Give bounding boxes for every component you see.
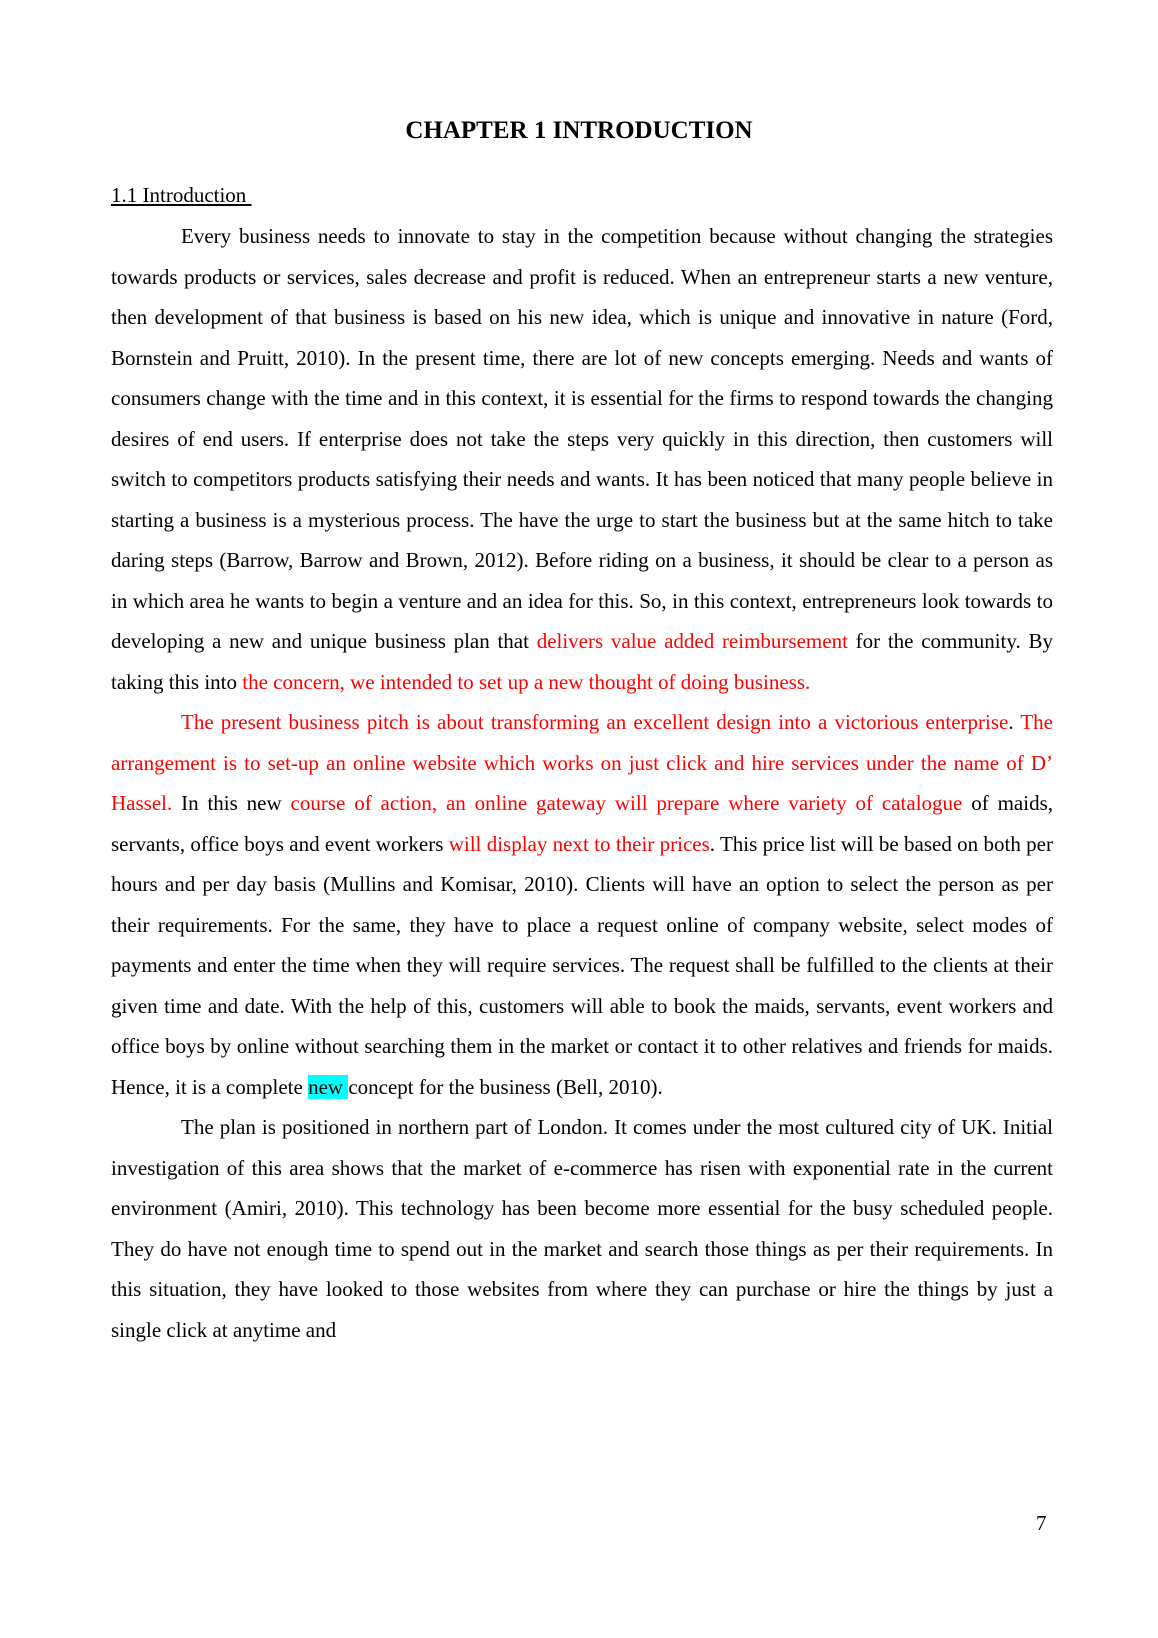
revised-text-run: will display next to their prices [448,831,710,856]
chapter-title: CHAPTER 1 INTRODUCTION [405,117,753,144]
text-run: . This price list will be based on both per hours and per day basis (Mullins and Komisar, 2010). Clients will have an option to select the person as per their requirements. For the same, they have to place a request online of company website, select modes of payments and enter the time when they will require services. The request shall be fulfilled to the clients at their given time and date. With the help of this, customers will able to book the maids, servants, event workers and office boys by online without searching them in the market or contact it to other relatives and friends for maids. Hence, it is a complete [111,831,1053,1099]
text-run: Every business needs to innovate to stay in the competition because without changing the strategies towards products or services, sales decrease and profit is reduced. When an entrepreneur starts a new venture, then development of that business is based on his new idea, which is unique and innovative in nature (Ford, Bornstein and Pruitt, 2010). In the present time, there are lot of new concepts emerging. Needs and wants of consumers change with the time and in this context, it is essential for the firms to respond towards the changing desires of end users. If enterprise does not take the steps very quickly in this direction, then customers will switch to competitors products satisfying their needs and wants. It has been noticed that many people believe in starting a business is a mysterious process. The have the urge to start the business but at the same hitch to take daring steps (Barrow, Barrow and Brown, 2012). Before riding on a business, it should be clear to a person as in which area he wants to begin a venture and an idea for this. So, in this context, entrepreneurs look towards to developing a new and unique business plan that [111,224,1053,653]
text-run: of maids, servants, office boys and event workers [111,791,1053,856]
page-number: 7 [1036,1511,1047,1535]
revised-text-run: delivers value added reimbursement [536,629,848,653]
paragraph-2 [111,702,1053,1107]
highlighted-text-run: new [308,1074,349,1099]
body-text [111,216,1053,1350]
paragraph-1 [111,216,1053,702]
revised-text-run: The present business pitch is about transforming an excellent design into a victorious enterprise [181,710,1009,734]
text-run: . [1008,710,1021,734]
paragraph-3 [111,1107,1053,1350]
section-heading: 1.1 Introduction [111,183,252,207]
text-run: The plan is positioned in northern part of London. It comes under the most cultured city of UK. Initial investigation of this area shows that the market of e-commerce has risen with exponential rate in the current environment (Amiri, 2010). This technology has been become more essential for the busy scheduled people. They do have not enough time to spend out in the market and search those things as per their requirements. In this situation, they have looked to those websites from where they can purchase or hire the things by just a single click at anytime and [111,1115,1053,1342]
revised-text-run: The arrangement is to set-up an online website which works on just click and hire services under the name of D’ Hassel. [111,710,1054,815]
text-run: for the community. By taking this into [111,629,1053,694]
revised-text-run: course of action, an online gateway will prepare where variety of catalogue [290,791,963,815]
text-run: concept for the business (Bell, 2010). [348,1074,663,1099]
revised-text-run: the concern, we intended to set up a new thought of doing business. [242,669,811,694]
text-run: In this new [172,791,291,815]
